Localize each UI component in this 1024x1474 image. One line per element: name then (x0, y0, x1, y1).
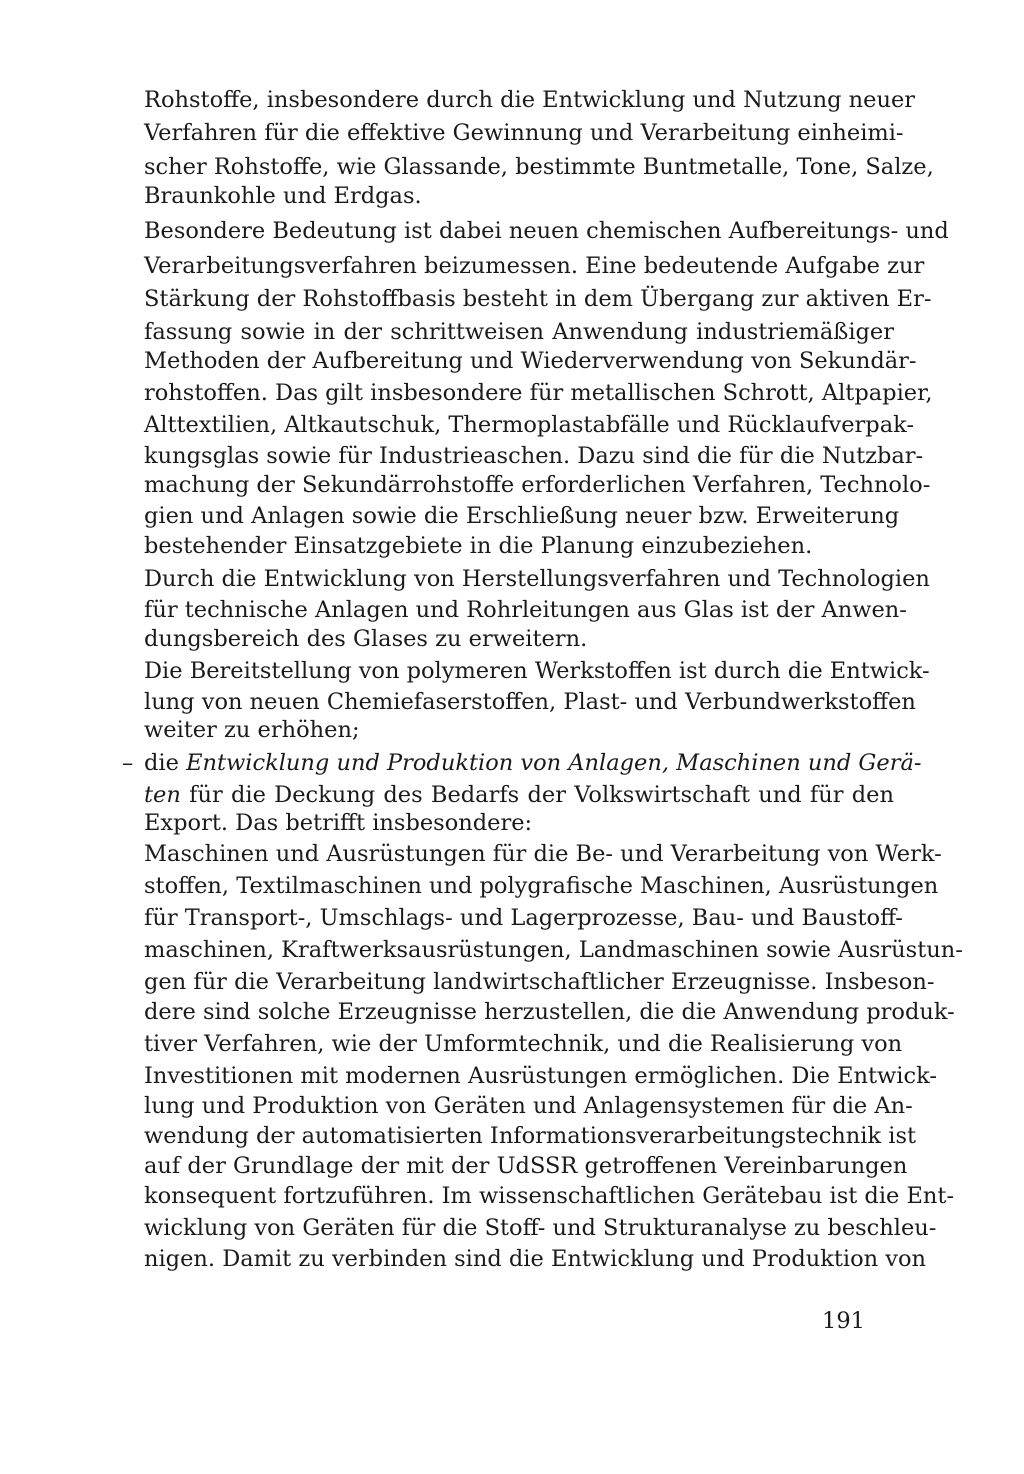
text-run: für die Deckung des Bedarfs der Volkswirtschaft und für den (180, 782, 894, 808)
text-line: Investitionen mit modernen Ausrüstungen ermöglichen. Die Entwick- (144, 1063, 937, 1089)
text-line: wendung der automatisierten Informationsverarbeitungstechnik ist (144, 1123, 917, 1149)
page-number: 191 (822, 1308, 865, 1334)
text-line: dere sind solche Erzeugnisse herzustellen, die die Anwendung produk- (144, 999, 955, 1025)
text-line: gen für die Verarbeitung landwirtschaftlicher Erzeugnisse. Insbeson- (144, 969, 935, 995)
text-line: Rohstoffe, insbesondere durch die Entwicklung und Nutzung neuer (144, 87, 916, 113)
text-line: Stärkung der Rohstoffbasis besteht in dem Übergang zur aktiven Er- (144, 286, 932, 312)
text-line: konsequent fortzuführen. Im wissenschaftlichen Gerätebau ist die Ent- (144, 1183, 955, 1209)
text-line: tiver Verfahren, wie der Umformtechnik, und die Realisierung von (144, 1031, 903, 1057)
list-item-line (144, 747, 922, 779)
text-line: Besondere Bedeutung ist dabei neuen chemischen Aufbereitungs- und (144, 218, 949, 244)
text-line: gien und Anlagen sowie die Erschließung neuer bzw. Erweiterung (144, 503, 900, 529)
text-line: stoffen, Textilmaschinen und polygrafische Maschinen, Ausrüstungen (144, 873, 939, 899)
text-line: Braunkohle und Erdgas. (144, 183, 422, 209)
emphasis-text: Entwicklung und Produktion von Anlagen, Maschinen und Gerä- (186, 750, 922, 776)
text-line: machung der Sekundärrohstoffe erforderlichen Verfahren, Technolo- (144, 472, 931, 498)
text-line: auf der Grundlage der mit der UdSSR getroffenen Vereinbarungen (144, 1153, 908, 1179)
text-line: rohstoffen. Das gilt insbesondere für metallischen Schrott, Altpapier, (144, 380, 933, 406)
text-line: Export. Das betrifft insbesondere: (144, 810, 533, 836)
text-line: weiter zu erhöhen; (144, 717, 360, 743)
text-line: nigen. Damit zu verbinden sind die Entwicklung und Produktion von (144, 1246, 927, 1272)
text-line: maschinen, Kraftwerksausrüstungen, Landmaschinen sowie Ausrüstun- (144, 937, 963, 963)
text-line: für technische Anlagen und Rohrleitungen aus Glas ist der Anwen- (144, 597, 907, 623)
text-run: die (144, 750, 187, 776)
text-line: bestehender Einsatzgebiete in die Planung einzubeziehen. (144, 533, 813, 559)
emphasis-text: ten (144, 782, 181, 808)
text-line: Methoden der Aufbereitung und Wiederverwendung von Sekundär- (144, 348, 917, 374)
text-line: kungsglas sowie für Industrieaschen. Dazu sind die für die Nutzbar- (144, 443, 924, 469)
text-line: Maschinen und Ausrüstungen für die Be- und Verarbeitung von Werk- (144, 841, 942, 867)
text-line: wicklung von Geräten für die Stoff- und Strukturanalyse zu beschleu- (144, 1215, 937, 1241)
list-dash: – (122, 750, 134, 776)
text-line: fassung sowie in der schrittweisen Anwendung industriemäßiger (144, 319, 894, 345)
text-line: lung und Produktion von Geräten und Anlagensystemen für die An- (144, 1093, 913, 1119)
text-line: scher Rohstoffe, wie Glassande, bestimmte Buntmetalle, Tone, Salze, (144, 154, 934, 180)
text-line: für Transport-, Umschlags- und Lagerprozesse, Bau- und Baustoff- (144, 905, 903, 931)
text-line: Alttextilien, Altkautschuk, Thermoplastabfälle und Rücklaufverpak- (144, 412, 914, 438)
text-line: Durch die Entwicklung von Herstellungsverfahren und Technologien (144, 566, 930, 592)
text-line: lung von neuen Chemiefaserstoffen, Plast- und Verbundwerkstoffen (144, 689, 916, 715)
text-line: Die Bereitstellung von polymeren Werkstoffen ist durch die Entwick- (144, 658, 930, 684)
text-line: dungsbereich des Glases zu erweitern. (144, 626, 588, 652)
text-line: Verfahren für die effektive Gewinnung und Verarbeitung einheimi- (144, 120, 904, 146)
text-line: Verarbeitungsverfahren beizumessen. Eine bedeutende Aufgabe zur (144, 253, 925, 279)
